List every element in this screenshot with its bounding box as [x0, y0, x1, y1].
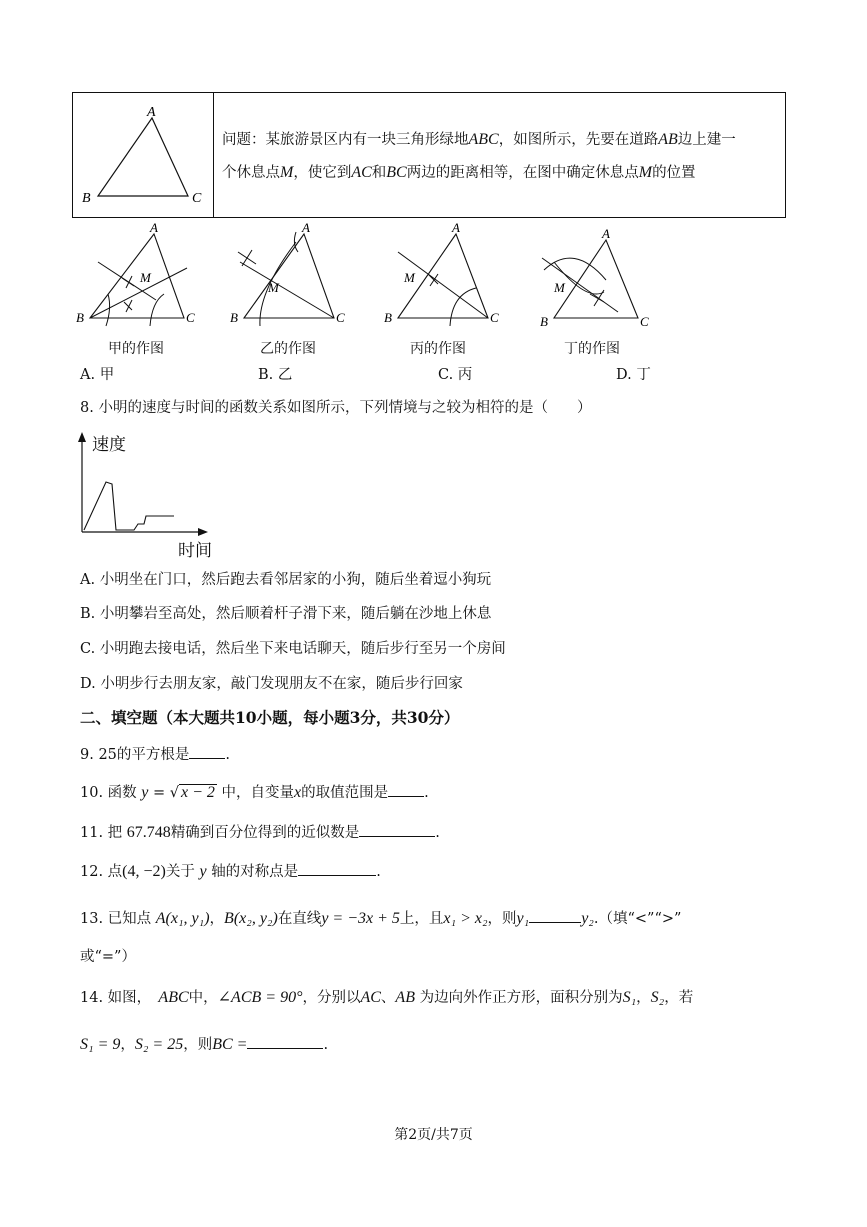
q11: 11. 把 67.748精确到百分位得到的近似数是 .	[80, 824, 440, 841]
svg-text:C: C	[640, 314, 649, 329]
vertex-label-c: C	[192, 191, 202, 206]
q7-problem-line1: 问题：某旅游景区内有一块三角形绿地ABC，如图所示，先要在道路AB边上建一	[222, 131, 736, 148]
q8-option-b[interactable]: B. 小明攀岩至高处，然后顺着杆子滑下来，随后躺在沙地上休息	[80, 606, 492, 622]
q7-problem-line2: 个休息点M，使它到AC和BC两边的距离相等，在图中确定休息点M的位置	[222, 164, 696, 181]
svg-text:M: M	[268, 280, 279, 295]
svg-text:A: A	[602, 226, 610, 241]
page-footer: 第2页/共7页	[394, 1127, 473, 1143]
q14-line1: 14. 如图， ABC中，∠ACB = 90°，分别以AC、AB 为边向外作正方形，面积分别为S₁，S₂，若	[80, 989, 694, 1006]
q12: 12. 点(4, −2)关于 y 轴的对称点是 .	[80, 863, 381, 880]
caption-yi: 乙的作图	[260, 341, 316, 357]
svg-text:A: A	[150, 222, 158, 235]
q12-answer-blank[interactable]	[298, 861, 376, 876]
q7-option-b[interactable]: B. 乙	[258, 367, 293, 383]
q8-stem: 8. 小明的速度与时间的函数关系如图所示，下列情境与之较为相符的是（ ）	[80, 400, 592, 416]
svg-text:M: M	[554, 280, 565, 295]
q11-answer-blank[interactable]	[359, 822, 435, 837]
q9-answer-blank[interactable]	[189, 744, 225, 759]
q14-line2: S₁ = 9，S₂ = 25，则BC = .	[80, 1036, 329, 1053]
q8-option-a[interactable]: A. 小明坐在门口，然后跑去看邻居家的小狗，随后坐着逗小狗玩	[80, 572, 492, 588]
svg-text:C: C	[490, 310, 499, 325]
q7-option-c[interactable]: C. 丙	[438, 367, 473, 383]
q8-y-axis-label: 速度	[92, 435, 126, 455]
svg-text:C: C	[336, 310, 345, 325]
q13-answer-blank[interactable]	[529, 908, 581, 923]
q8-option-c[interactable]: C. 小明跑去接电话，然后坐下来电话聊天，随后步行至另一个房间	[80, 641, 506, 657]
q8-option-d[interactable]: D. 小明步行去朋友家，敲门发现朋友不在家，随后步行回家	[80, 676, 463, 692]
vertex-label-b: B	[82, 191, 91, 206]
q13-line1: 13. 已知点 A(x₁, y₁)，B(x₂, y₂)在直线y = −3x + 5上，且x₁ > x₂，则y₁ y₂.（填“<”“>”	[80, 910, 682, 927]
svg-text:A: A	[302, 222, 310, 235]
q8-x-axis-label: 时间	[178, 541, 212, 561]
q9: 9. 25的平方根是 .	[80, 744, 230, 765]
q7-main-triangle	[72, 92, 212, 218]
svg-text:M: M	[140, 270, 151, 285]
q7-option-d[interactable]: D. 丁	[616, 367, 651, 383]
figure-yi	[226, 222, 366, 332]
figure-jia	[72, 222, 212, 332]
svg-text:B: B	[76, 310, 84, 325]
caption-bing: 丙的作图	[410, 341, 466, 357]
svg-text:B: B	[230, 310, 238, 325]
q14-answer-blank[interactable]	[247, 1034, 323, 1049]
svg-text:B: B	[384, 310, 392, 325]
q10: 10. 函数 y = √ x − 2 中，自变量x的取值范围是 .	[80, 784, 429, 801]
svg-text:A: A	[452, 222, 460, 235]
vertex-label-a: A	[147, 105, 156, 120]
svg-text:C: C	[186, 310, 195, 325]
caption-jia: 甲的作图	[108, 341, 164, 357]
caption-ding: 丁的作图	[564, 341, 620, 357]
q7-option-a[interactable]: A. 甲	[80, 367, 115, 383]
figure-bing	[380, 222, 520, 332]
q7-table-divider	[213, 93, 214, 217]
svg-text:B: B	[540, 314, 548, 329]
q10-answer-blank[interactable]	[388, 782, 424, 797]
section2-title: 二、填空题（本大题共10小题，每小题3分，共30分）	[80, 708, 460, 727]
q13-line2: 或“=”）	[80, 949, 136, 965]
figure-ding	[534, 222, 674, 332]
svg-text:M: M	[404, 270, 415, 285]
